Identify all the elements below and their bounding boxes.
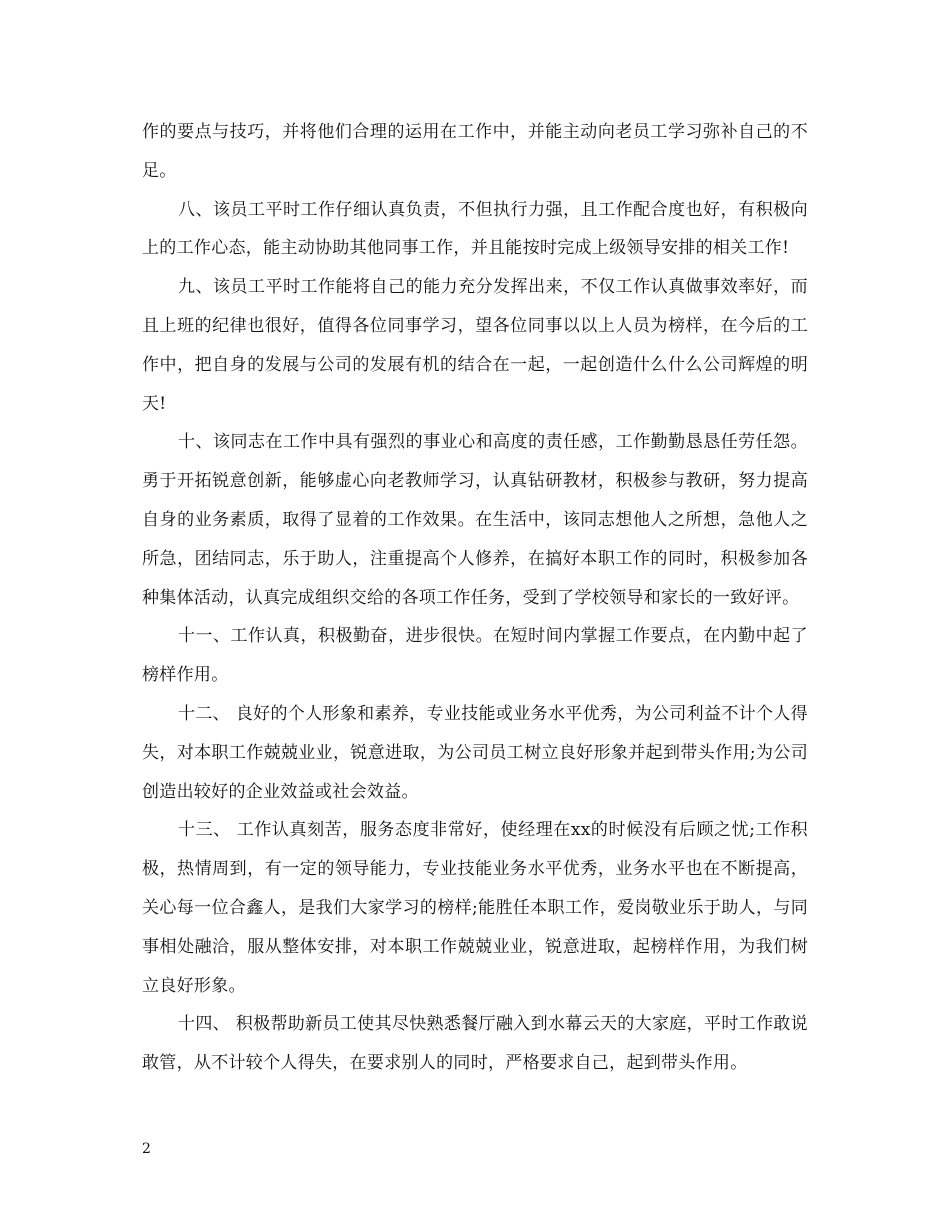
paragraph-item-11: 十一、工作认真，积极勤奋，进步很快。在短时间内掌握工作要点，在内勤中起了榜样作用。: [142, 626, 808, 686]
page-number: 2: [142, 1141, 151, 1157]
paragraph-item-12: 十二、 良好的个人形象和素养，专业技能或业务水平优秀，为公司利益不计个人得失，对本职工作兢兢业业，锐意进取，为公司员工树立良好形象并起到带头作用;为公司创造出较好的企业效益或社会效益。: [142, 703, 808, 802]
paragraph-item-10: 十、该同志在工作中具有强烈的事业心和高度的责任感，工作勤勤恳恳任劳任怨。勇于开拓锐意创新，能够虚心向老教师学习，认真钻研教材，积极参与教研，努力提高自身的业务素质，取得了显着的工作效果。在生活中，该同志想他人之所想，急他人之所急，团结同志，乐于助人，注重提高个人修养，在搞好本职工作的同时，积极参加各种集体活动，认真完成组织交给的各项工作任务，受到了学校领导和家长的一致好评。: [142, 432, 808, 608]
paragraph-item-8: 八、该员工平时工作仔细认真负责，不但执行力强，且工作配合度也好，有积极向上的工作心态，能主动协助其他同事工作，并且能按时完成上级领导安排的相关工作!: [142, 199, 808, 259]
paragraph-item-14: 十四、 积极帮助新员工使其尽快熟悉餐厅融入到水幕云天的大家庭，平时工作敢说敢管，从不计较个人得失，在要求别人的同时，严格要求自己，起到带头作用。: [142, 1014, 808, 1074]
paragraph-continuation: 作的要点与技巧，并将他们合理的运用在工作中，并能主动向老员工学习弥补自己的不足。: [142, 122, 808, 181]
paragraph-item-9: 九、该员工平时工作能将自己的能力充分发挥出来，不仅工作认真做事效率好，而且上班的纪律也很好，值得各位同事学习，望各位同事以以上人员为榜样，在今后的工作中，把自身的发展与公司的发展有机的结合在一起，一起创造什么什么公司辉煌的明天!: [142, 277, 808, 414]
document-body: [142, 113, 808, 1083]
paragraph-item-13: 十三、 工作认真刻苦，服务态度非常好，使经理在xx的时候没有后顾之忧;工作积极，热情周到，有一定的领导能力，专业技能业务水平优秀，业务水平也在不断提高，关心每一位合鑫人，是我们大家学习的榜样;能胜任本职工作，爱岗敬业乐于助人，与同事相处融洽，服从整体安排，对本职工作兢兢业业，锐意进取，起榜样作用，为我们树立良好形象。: [142, 820, 808, 996]
